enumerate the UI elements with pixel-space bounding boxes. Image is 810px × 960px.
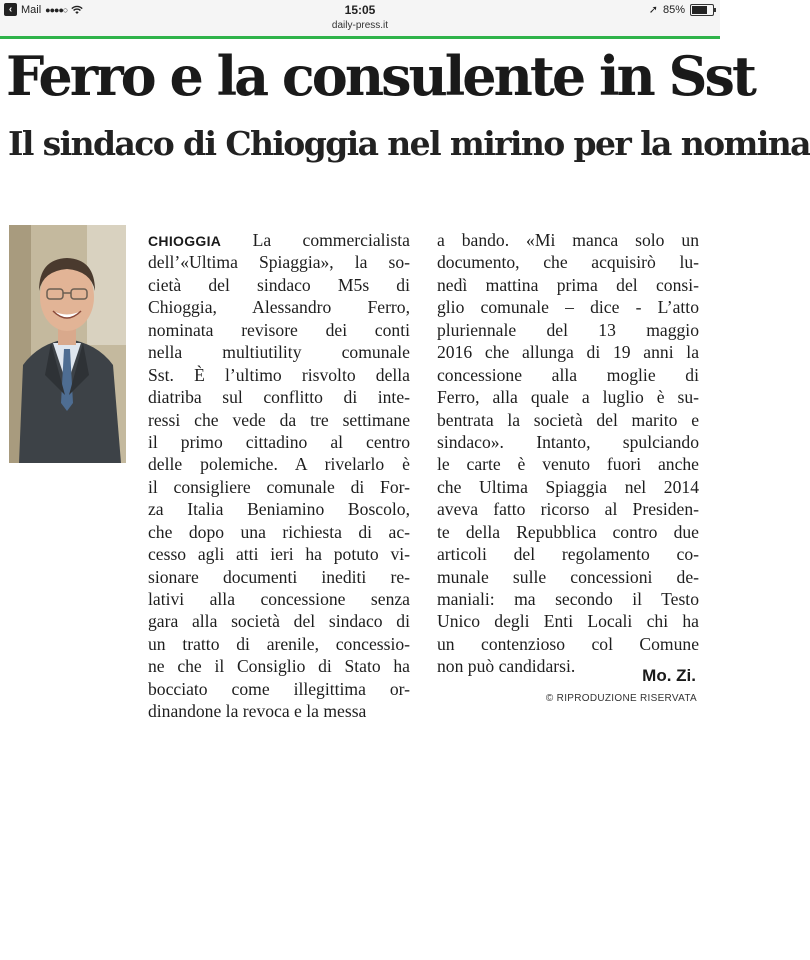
headline: Ferro e la consulente in Sst	[6, 44, 754, 108]
column-line: nedì mattina prima del consi-	[437, 274, 699, 295]
column-line: documento, che acquisirò lu-	[437, 252, 699, 273]
column-line: sindaco». Intanto, spulciando	[437, 431, 699, 452]
column-line: za Italia Beniamino Boscolo,	[148, 499, 410, 520]
column-line: munale sulle concessioni de-	[437, 566, 699, 587]
battery-level	[692, 6, 707, 14]
battery-icon	[690, 4, 714, 16]
column-line: il primo cittadino al centro	[148, 431, 410, 452]
column-line: un tratto di arenile, concessio-	[148, 633, 410, 654]
column-line: sionare documenti inediti re-	[148, 566, 410, 587]
column-line: nominata revisore dei conti	[148, 319, 410, 340]
column-line: Unico degli Enti Locali chi ha	[437, 611, 699, 632]
column-line: gara alla società del sindaco di	[148, 611, 410, 632]
clock: 15:05	[344, 3, 376, 17]
column-line: maniali: ma secondo il Testo	[437, 589, 699, 609]
column-line: che Ultima Spiaggia nel 2014	[437, 476, 699, 497]
page-load-bar	[0, 36, 720, 39]
column-line: glio comunale – dice - L’atto	[437, 297, 699, 318]
location-icon: ➚	[648, 4, 658, 16]
column-line: Sst. È l’ultimo risvolto della	[148, 364, 410, 385]
column-line: le carte è venuto fuori anche	[437, 454, 699, 475]
portrait-photo	[9, 225, 126, 463]
signal-strength-icon: ●●●●○	[45, 4, 68, 15]
column-line: il consigliere comunale di For-	[148, 476, 410, 497]
status-bar	[0, 0, 720, 20]
battery-tip	[714, 8, 716, 12]
portrait-illustration	[9, 225, 126, 463]
column-line: a bando. «Mi manca solo un	[437, 230, 699, 250]
lead-text: La commercialista	[252, 230, 410, 250]
article-column-2	[437, 229, 699, 678]
column-line: Chioggia, Alessandro Ferro,	[148, 297, 410, 318]
column-line: un contenzioso col Comune	[437, 633, 699, 654]
column-line: cesso agli atti ieri ha potuto vi-	[148, 544, 410, 565]
column-line: 2016 che allunga di 19 anni la	[437, 342, 699, 363]
column-line: dell’«Ultima Spiaggia», la so-	[148, 252, 410, 273]
column-line: concessione alla moglie di	[437, 364, 699, 385]
column-line: bentrata la società del marito e	[437, 409, 699, 430]
back-arrow-icon[interactable]: ‹	[4, 3, 17, 16]
column-line: ressi che vede da tre settimane	[148, 409, 410, 430]
column-line: ne che il Consiglio di Stato ha	[148, 656, 410, 677]
column-2-body	[437, 229, 699, 678]
column-line: articoli del regolamento co-	[437, 544, 699, 565]
column-1-body	[148, 251, 410, 722]
column-line: cietà del sindaco M5s di	[148, 274, 410, 295]
battery-percent: 85%	[662, 3, 685, 16]
copyright-notice: © RIPRODUZIONE RISERVATA	[545, 693, 697, 704]
article-column-1	[148, 229, 410, 723]
column-line: nella multiutility comunale	[148, 342, 410, 363]
column-line: pluriennale del 13 maggio	[437, 319, 699, 340]
column-line: che dopo una richiesta di ac-	[148, 521, 410, 542]
column-line: bocciato come illegittima or-	[148, 678, 410, 699]
back-app-label[interactable]: Mail	[21, 3, 42, 16]
kicker: CHIOGGIA	[148, 233, 222, 249]
subheadline: Il sindaco di Chioggia nel mirino per la nomina	[8, 124, 810, 163]
column-line: aveva fatto ricorso al Presiden-	[437, 499, 699, 520]
column-line	[148, 229, 410, 251]
column-line: diatriba sul conflitto di inte-	[148, 387, 410, 408]
column-line: lativi alla concessione senza	[148, 589, 410, 609]
column-line: dinandone la revoca e la messa	[148, 701, 367, 722]
column-line: delle polemiche. A rivelarlo è	[148, 454, 410, 475]
column-line: Ferro, alla quale a luglio è su-	[437, 387, 699, 408]
author-signature: Mo. Zi.	[642, 666, 696, 685]
column-line: te della Repubblica contro due	[437, 521, 699, 542]
column-line: non può candidarsi.	[437, 656, 576, 677]
url-bar[interactable]: daily-press.it	[0, 20, 720, 36]
